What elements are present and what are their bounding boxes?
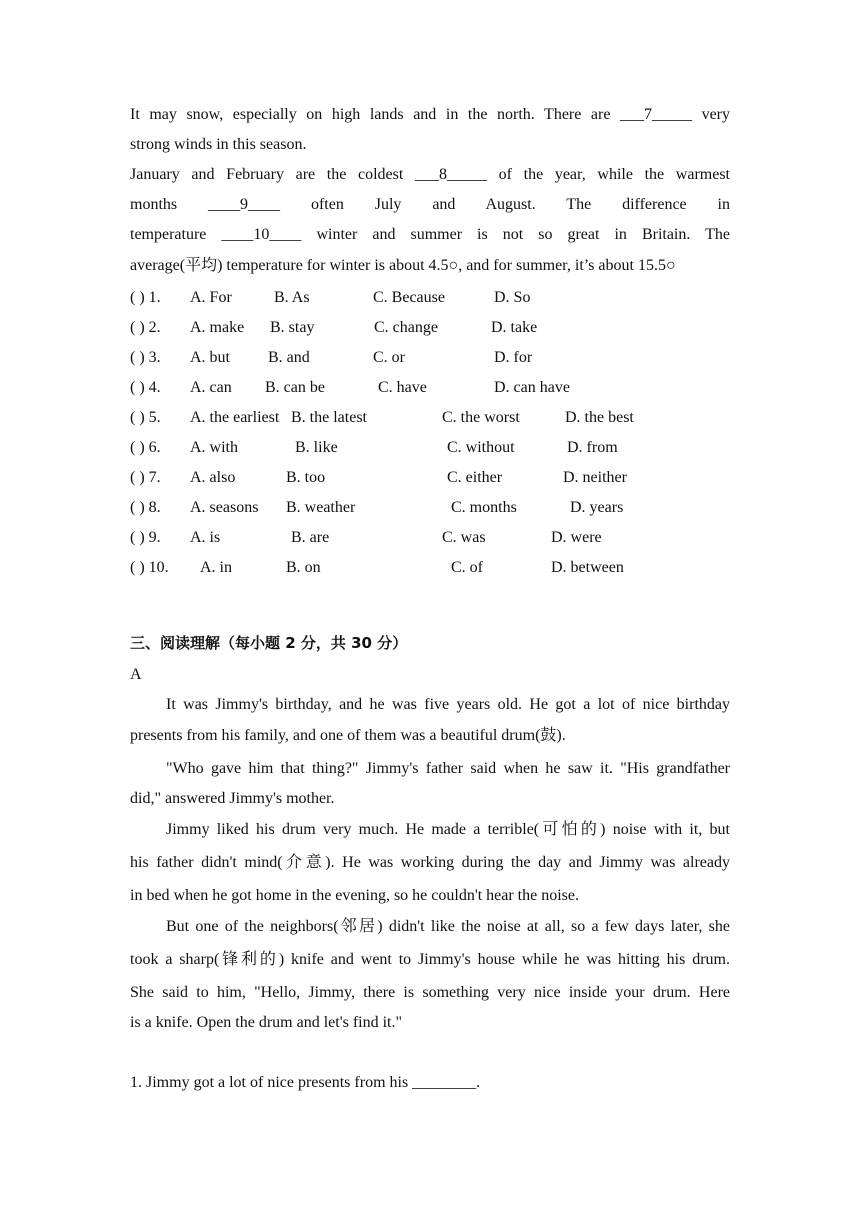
passage-line: She said to him, "Hello, Jimmy, there is something very nice inside your drum. Here (130, 984, 730, 1001)
passage-line: presents from his family, and one of them was a beautiful drum(鼓). (130, 727, 566, 744)
question-number[interactable]: ( ) 10. (130, 559, 169, 576)
question-1: 1. Jimmy got a lot of nice presents from his ________. (130, 1074, 481, 1091)
option-d: D. take (491, 319, 538, 336)
option-d: D. neither (563, 469, 627, 486)
option-a: A. can (190, 379, 232, 396)
option-b: B. As (274, 289, 310, 306)
passage-line: did," answered Jimmy's mother. (130, 790, 335, 807)
option-b: B. too (286, 469, 326, 486)
question-number[interactable]: ( ) 4. (130, 379, 161, 396)
question-number[interactable]: ( ) 1. (130, 289, 161, 306)
option-b: B. can be (265, 379, 325, 396)
question-number[interactable]: ( ) 6. (130, 439, 161, 456)
question-number[interactable]: ( ) 3. (130, 349, 161, 366)
option-a: A. in (200, 559, 232, 576)
option-a: A. is (190, 529, 221, 546)
option-d: D. years (570, 499, 624, 516)
passage-line: strong winds in this season. (130, 136, 307, 153)
option-c: C. of (451, 559, 483, 576)
passage-line: his father didn't mind(介意). He was working during the day and Jimmy was already (130, 854, 730, 871)
option-b: B. and (268, 349, 310, 366)
passage-line: "Who gave him that thing?" Jimmy's father said when he saw it. "His grandfather (166, 760, 730, 777)
passage-line: It was Jimmy's birthday, and he was five years old. He got a lot of nice birthday (166, 696, 730, 713)
passage-line: average(平均) temperature for winter is about 4.5○, and for summer, it’s about 15.5○ (130, 257, 676, 274)
passage-line: took a sharp(锋利的) knife and went to Jimmy's house while he was hitting his drum. (130, 951, 730, 968)
option-d: D. can have (494, 379, 570, 396)
passage-line: is a knife. Open the drum and let's find it." (130, 1014, 403, 1031)
option-a: A. seasons (190, 499, 259, 516)
option-a: A. but (190, 349, 230, 366)
option-c: C. Because (373, 289, 445, 306)
option-b: B. the latest (291, 409, 367, 426)
option-c: C. months (451, 499, 517, 516)
option-c: C. the worst (442, 409, 520, 426)
option-c: C. either (447, 469, 503, 486)
question-number[interactable]: ( ) 8. (130, 499, 161, 516)
option-c: C. change (374, 319, 438, 336)
option-c: C. or (373, 349, 405, 366)
option-d: D. for (494, 349, 533, 366)
question-number[interactable]: ( ) 7. (130, 469, 161, 486)
option-d: D. between (551, 559, 624, 576)
option-d: D. the best (565, 409, 634, 426)
option-b: B. like (295, 439, 338, 456)
passage-line: January and February are the coldest ___8_____ of the year, while the warmest (130, 166, 730, 183)
passage-line: months ____9____ often July and August. The difference in (130, 196, 730, 213)
option-b: B. weather (286, 499, 356, 516)
option-b: B. stay (270, 319, 315, 336)
passage-line: It may snow, especially on high lands and in the north. There are ___7_____ very (130, 106, 730, 123)
option-c: C. have (378, 379, 427, 396)
option-d: D. from (567, 439, 618, 456)
option-a: A. with (190, 439, 238, 456)
option-d: D. were (551, 529, 602, 546)
option-d: D. So (494, 289, 531, 306)
question-number[interactable]: ( ) 9. (130, 529, 161, 546)
section-heading: 三、阅读理解（每小题 2 分，共 30 分） (130, 634, 408, 652)
option-b: B. are (291, 529, 330, 546)
option-a: A. also (190, 469, 236, 486)
passage-line: Jimmy liked his drum very much. He made a terrible(可怕的) noise with it, but (166, 821, 730, 838)
option-a: A. make (190, 319, 245, 336)
option-b: B. on (286, 559, 321, 576)
option-a: A. the earliest (190, 409, 280, 426)
passage-line: in bed when he got home in the evening, so he couldn't hear the noise. (130, 887, 579, 904)
question-number[interactable]: ( ) 2. (130, 319, 161, 336)
passage-line: temperature ____10____ winter and summer is not so great in Britain. The (130, 226, 730, 243)
passage-line: But one of the neighbors(邻居) didn't like the noise at all, so a few days later, she (166, 918, 730, 935)
option-c: C. without (447, 439, 515, 456)
option-a: A. For (190, 289, 232, 306)
question-number[interactable]: ( ) 5. (130, 409, 161, 426)
part-label: A (130, 666, 142, 683)
option-c: C. was (442, 529, 486, 546)
